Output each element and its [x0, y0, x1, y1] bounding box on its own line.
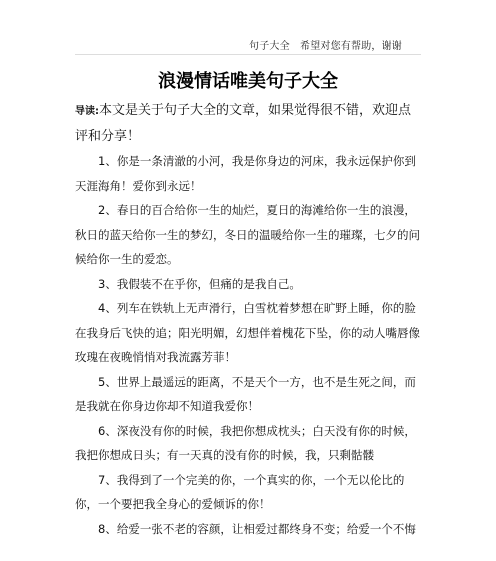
- header-divider: [75, 54, 421, 55]
- paragraph-2: 2、春日的百合给你一生的灿烂，夏日的海滩给你一生的浪漫，秋日的蓝天给你一生的梦幻，冬日的温暖给你一生的璀璨，七夕的问候给你一生的爱恋。: [75, 203, 420, 266]
- intro: [75, 98, 423, 149]
- intro-text: 本文是关于句子大全的文章，如果觉得很不错，欢迎点评和分享！: [75, 103, 412, 144]
- paragraph-5: 5、世界上最遥远的距离，不是天个一方，也不是生死之间，而是我就在你身边你却不知道我爱你！: [75, 374, 416, 413]
- paragraph-6: 6、深夜没有你的时候，我把你想成枕头；白天没有你的时候，我把你想成日头；有一天真的没有你的时候，我，只剩骷髅: [75, 423, 416, 462]
- paragraph-7: 7、我得到了一个完美的你，一个真实的你，一个无以伦比的你，一个要把我全身心的爱倾诉的你！: [75, 472, 405, 511]
- intro-label: 导读:: [75, 106, 99, 117]
- paragraph-4: 4、列车在铁轨上无声滑行，白雪枕着梦想在旷野上睡，你的脸在我身后飞快的追；阳光明媚，幻想伴着槐花下坠，你的动人嘴唇像玫瑰在夜晚悄悄对我流露芳菲！: [75, 301, 420, 364]
- paragraph-3: 3、我假装不在乎你，但痛的是我自己。: [98, 276, 301, 291]
- header-note: 句子大全 希望对您有帮助，谢谢: [249, 41, 402, 52]
- paragraph-8: 8、给爱一张不老的容颜，让相爱过都终身不变；给爱一个不悔: [98, 521, 416, 536]
- article-body: [75, 98, 423, 541]
- article-title: 浪漫情话唯美句子大全: [158, 71, 338, 92]
- paragraph-1: 1、你是一条清澈的小河，我是你身边的河床，我永远保护你到天涯海角！爱你到永远！: [75, 154, 416, 193]
